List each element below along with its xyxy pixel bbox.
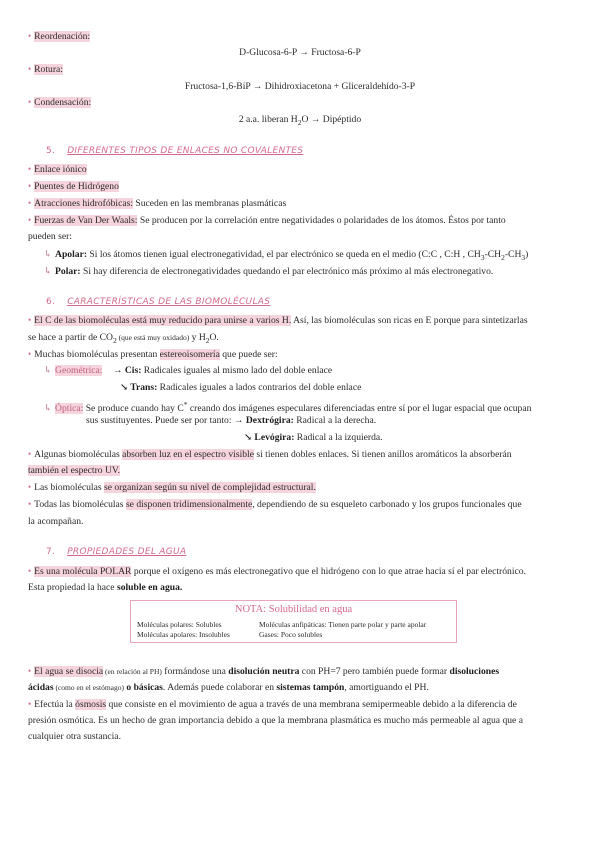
bullet-icon: • [28, 566, 32, 576]
bullet-icon: • [28, 97, 32, 107]
list-item: • Las biomoléculas se organizan según su nivel de complejidad estructural. [28, 482, 316, 493]
bullet-icon: • [28, 315, 32, 325]
reordenacion-equation: D-Glucosa-6-P → Fructosa-6-P [239, 47, 361, 58]
polar-item: ↳ Polar: Si hay diferencia de electronegatividades quedando el par electrónico más próximo al más electronegativo. [44, 266, 494, 277]
arrow-icon: ↳ [44, 266, 53, 277]
list-item-continuation: cualquier otra sustancia. [28, 731, 121, 742]
bullet-icon: • [28, 499, 32, 509]
list-item-continuation: pueden ser: [28, 231, 72, 242]
optica-continuation: sus sustituyentes. Puede ser por tanto: → Dextrógira: Radical a la derecha. [86, 415, 377, 426]
bullet-icon: • [28, 349, 32, 359]
bullet-icon: • [28, 181, 32, 191]
rotura-item: • Rotura: [28, 64, 63, 75]
apolar-item: ↳ Apolar: Si los átomos tienen igual electronegatividad, el par electrónico se queda en el medio (C:C , C:H , $CH_3-CH_2-CH_3$) [44, 249, 529, 262]
bullet-icon: • [28, 449, 32, 459]
condensacion-equation: 2 a.a. liberan $H_2O$ → Dipéptido [238, 114, 362, 127]
arrow-icon: ↳ [44, 403, 53, 415]
section-6-heading: 6. CARACTERÍSTICAS DE LAS BIOMOLÉCULAS [46, 297, 271, 307]
list-item-continuation: también el espectro UV. [28, 465, 121, 476]
list-item: • Es una molécula POLAR porque el oxígeno es más electronegativo que el hidrógeno con lo que atrae hacia sí el par electrónico. [28, 566, 526, 577]
list-item-continuation: ácidas (como en el estómago) o básicas. Además puede colaborar en sistemas tampón, amortiguando el PH. [28, 682, 429, 693]
list-item-continuation: se hace a partir de $CO_2$ (que está muy oxidado) y $H_2O$. [28, 332, 219, 345]
bullet-icon: • [28, 666, 32, 676]
list-item: • Fuerzas de Van Der Waals: Se producen por la correlación entre negatividades o polaridades de los átomos. Éstos por tanto [28, 215, 506, 226]
list-item: • Muchas biomoléculas presentan estereoisomería que puede ser: [28, 349, 278, 360]
levogira-item: ↘ Levógira: Radical a la izquierda. [244, 432, 383, 443]
rotura-equation: Fructosa-1,6-BiP → Dihidroxiacetona + Gliceraldehído-3-P [184, 81, 416, 92]
bullet-icon: • [28, 699, 32, 709]
list-item-continuation: presión osmótica. Es un hecho de gran importancia debido a que la membrana plasmática es mucho más permeable al agua que a [28, 715, 523, 726]
bullet-icon: • [28, 215, 32, 225]
trans-item: ↘ Trans: Radicales iguales a lados contrarios del doble enlace [120, 382, 362, 393]
note-cell: Moléculas apolares: Insolubles [137, 630, 230, 639]
note-cell: Gases: Poco solubles [259, 630, 323, 639]
bullet-icon: • [28, 31, 32, 41]
bullet-icon: • [28, 164, 32, 174]
bullet-icon: • [28, 198, 32, 208]
list-item: • Atracciones hidrofóbicas: Suceden en las membranas plasmáticas [28, 198, 287, 209]
section-5-heading: 5. DIFERENTES TIPOS DE ENLACES NO COVALENTES [46, 146, 304, 156]
list-item: • Algunas biomoléculas absorben luz en el espectro visible si tienen dobles enlaces. Si tienen anillos aromáticos la absorberán [28, 449, 512, 460]
list-item: • Enlace iónico [28, 164, 87, 175]
arrow-icon: ↳ [44, 249, 53, 260]
note-cell: Moléculas polares: Solubles [137, 620, 222, 629]
list-item: • Efectúa la ósmosis que consiste en el movimiento de agua a través de una membrana semipermeable debido a la diferencia de [28, 699, 517, 710]
note-box [130, 600, 457, 643]
arrow-icon: ↳ [44, 365, 53, 376]
list-item-continuation: la acompañan. [28, 516, 84, 527]
list-item-continuation: Esta propiedad la hace soluble en agua. [28, 582, 183, 593]
condensacion-item: • Condensación: [28, 97, 92, 108]
geometrica-item: ↳ Geométrica: → Cis: Radicales iguales al mismo lado del doble enlace [44, 365, 333, 376]
list-item: • Todas las biomoléculas se disponen tridimensionalmente, dependiendo de su esqueleto carbonado y los grupos funcionales que [28, 499, 522, 510]
bullet-icon: • [28, 482, 32, 492]
list-item: • El agua se disocia (en relación al PH) formándose una disolución neutra con PH=7 pero también puede formar disoluciones [28, 666, 500, 677]
list-item: • El C de las biomoléculas está muy reducido para unirse a varios H. Así, las biomoléculas son ricas en E porque para sintetizarlas [28, 315, 528, 326]
bullet-icon: • [28, 64, 32, 74]
note-cell: Moléculas anfipáticas: Tienen parte polar y parte apolar [259, 620, 427, 629]
reordenacion-item: • Reordenación: [28, 31, 91, 42]
section-7-heading: 7. PROPIEDADES DEL AGUA [46, 547, 187, 557]
note-title: NOTA: Solubilidad en agua [234, 604, 353, 615]
list-item: • Puentes de Hidrógeno [28, 181, 119, 192]
optica-item: ↳ Óptica: Se produce cuando hay C* creando dos imágenes especulares diferenciadas entre sí por el lugar espacial que ocupan [44, 400, 532, 415]
